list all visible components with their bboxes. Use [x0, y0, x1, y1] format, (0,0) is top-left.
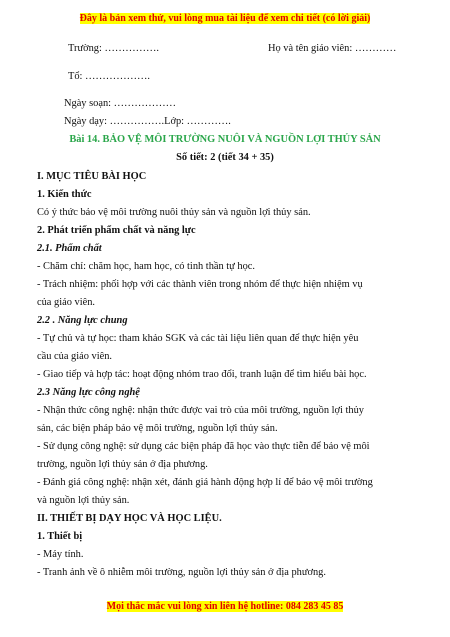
hotline-banner: Mọi thắc mắc vui lòng xin liên hệ hotline: 084 283 45 85	[106, 601, 344, 612]
section-2-heading: II. THIẾT BỊ DẠY HỌC VÀ HỌC LIỆU.	[37, 513, 222, 524]
tech-line-2: sản, các biện pháp bảo vệ môi trường, nguồn lợi thủy sản.	[37, 423, 278, 434]
equipment-heading: 1. Thiết bị	[37, 531, 83, 542]
general-line-1: - Tự chủ và tự học: tham khảo SGK và các tài liệu liên quan để thực hiện yêu	[37, 333, 359, 344]
tech-line-3: - Sử dụng công nghệ: sử dụng các biện pháp đã học vào thực tiễn để bảo vệ môi	[37, 441, 370, 452]
equipment-line-1: - Máy tính.	[37, 549, 84, 560]
general-competency-heading: 2.2 . Năng lực chung	[37, 315, 128, 326]
section-1-heading: I. MỤC TIÊU BÀI HỌC	[37, 171, 147, 182]
equipment-line-2: - Tranh ảnh về ô nhiễm môi trường, nguồn lợi thủy sản ở địa phương.	[37, 567, 326, 578]
tech-line-1: - Nhận thức công nghệ: nhận thức được vai trò của môi trường, nguồn lợi thủy	[37, 405, 364, 416]
lesson-title: Bài 14. BẢO VỆ MÔI TRƯỜNG NUÔI VÀ NGUỒN LỢI THỦY SẢN	[69, 134, 381, 145]
quality-line-2: - Trách nhiệm: phối hợp với các thành viên trong nhóm để thực hiện nhiệm vụ	[37, 279, 363, 290]
tech-line-4: trường, nguồn lợi thủy sản ở địa phương.	[37, 459, 208, 470]
general-line-3: - Giao tiếp và hợp tác: hoạt động nhóm trao đổi, tranh luận để tìm hiểu bài học.	[37, 369, 367, 380]
quality-line-3: của giáo viên.	[37, 297, 95, 308]
tech-line-5: - Đánh giá công nghệ: nhận xét, đánh giá hành động hợp lí để bảo vệ môi trường	[37, 477, 373, 488]
tech-line-6: và nguồn lợi thủy sản.	[37, 495, 130, 506]
knowledge-heading: 1. Kiến thức	[37, 189, 92, 200]
general-line-2: cầu của giáo viên.	[37, 351, 113, 362]
school-field: Trường: …………….	[68, 43, 159, 54]
teacher-field: Họ và tên giáo viên: …………	[268, 43, 397, 54]
preview-banner: Đây là bản xem thử, vui lòng mua tài liệu để xem chi tiết (có lời giải)	[79, 13, 371, 24]
teach-date-field: Ngày dạy: …………….Lớp: ………….	[64, 116, 231, 127]
knowledge-text: Có ý thức bảo vệ môi trường nuôi thủy sản và nguồn lợi thủy sản.	[37, 207, 311, 218]
preview-banner-row	[0, 12, 450, 25]
quality-heading: 2.1. Phẩm chất	[37, 243, 102, 254]
competency-heading: 2. Phát triển phẩm chất và năng lực	[37, 225, 196, 236]
prep-date-field: Ngày soạn: ………………	[64, 98, 176, 109]
group-field: Tổ: ……………….	[68, 71, 150, 82]
tech-competency-heading: 2.3 Năng lực công nghệ	[37, 387, 140, 398]
footer-banner-row	[0, 600, 450, 613]
quality-line-1: - Chăm chỉ: chăm học, ham học, có tinh thần tự học.	[37, 261, 256, 272]
periods-line: Số tiết: 2 (tiết 34 + 35)	[176, 152, 274, 163]
